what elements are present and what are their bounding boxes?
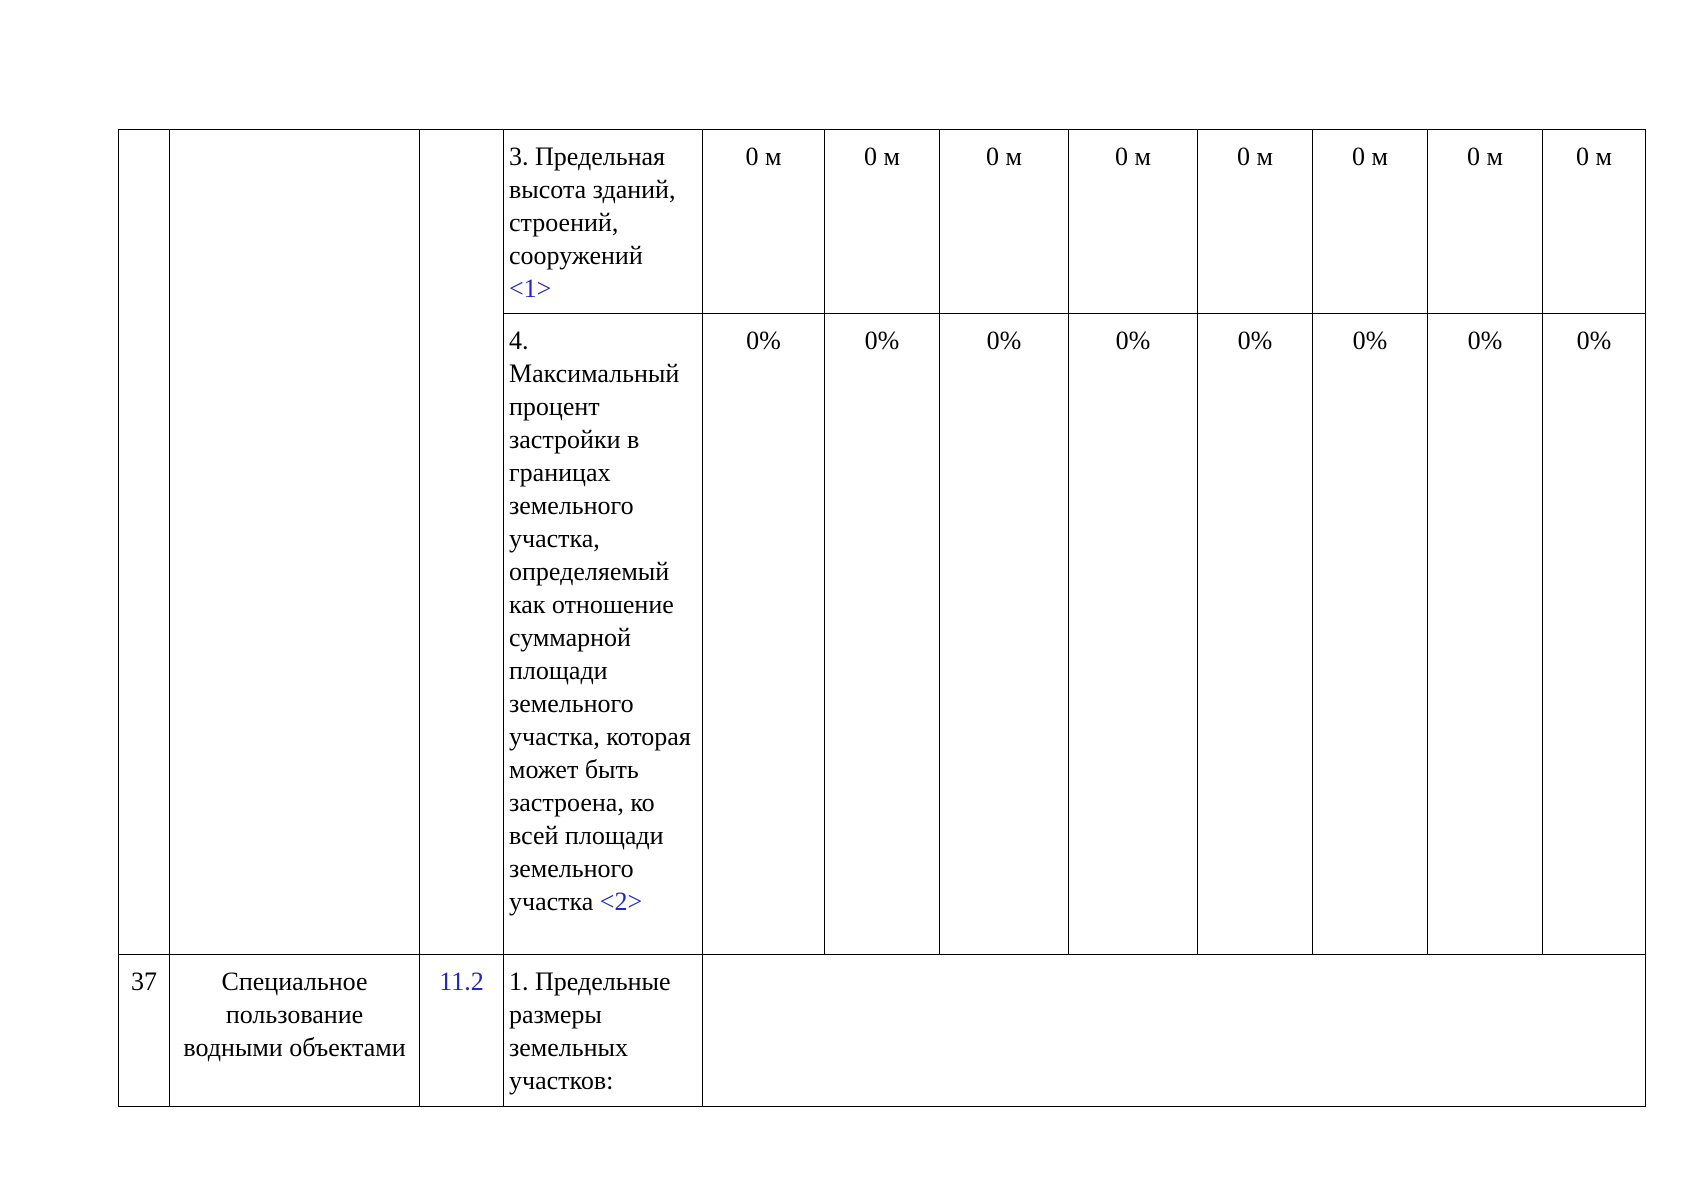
value-cell: 0% [1069, 314, 1198, 955]
parameter-cell: 1. Предельные размеры земельных участков: [504, 955, 703, 1107]
land-use-name-cell: Специальное пользование водными объектами [170, 955, 420, 1107]
zoning-parameters-table [118, 129, 1646, 1107]
value-cell: 0% [703, 314, 825, 955]
value-cell: 0 м [1198, 130, 1313, 314]
value-cell: 0 м [1428, 130, 1543, 314]
parameter-text: 3. Предельная высота зданий, строений, сооружений [509, 142, 676, 270]
value-cell: 0 м [940, 130, 1069, 314]
value-cell: 0% [1543, 314, 1646, 955]
value-cell: 0 м [1069, 130, 1198, 314]
merged-values-cell [703, 955, 1646, 1107]
value-cell: 0 м [703, 130, 825, 314]
number-cell-empty [119, 130, 170, 955]
table-row [119, 955, 1646, 1107]
value-cell: 0% [940, 314, 1069, 955]
value-cell: 0% [1313, 314, 1428, 955]
parameter-cell [504, 130, 703, 314]
parameter-cell [504, 314, 703, 955]
row-number-cell: 37 [119, 955, 170, 1107]
table-row [119, 130, 1646, 314]
parameter-text: 4. Максимальный процент застройки в границах земельного участка, определяемый как отношение суммарной площади земельного участка, которая может быть застроена, ко всей площади земельного участка [509, 326, 691, 916]
value-cell: 0% [1428, 314, 1543, 955]
name-cell-empty [170, 130, 420, 955]
land-use-code-link[interactable]: 11.2 [420, 955, 504, 1107]
value-cell: 0 м [825, 130, 940, 314]
value-cell: 0 м [1313, 130, 1428, 314]
value-cell: 0% [825, 314, 940, 955]
footnote-link-2[interactable]: <2> [599, 887, 643, 916]
value-cell: 0% [1198, 314, 1313, 955]
code-cell-empty [420, 130, 504, 955]
value-cell: 0 м [1543, 130, 1646, 314]
footnote-link-1[interactable]: <1> [509, 274, 552, 303]
